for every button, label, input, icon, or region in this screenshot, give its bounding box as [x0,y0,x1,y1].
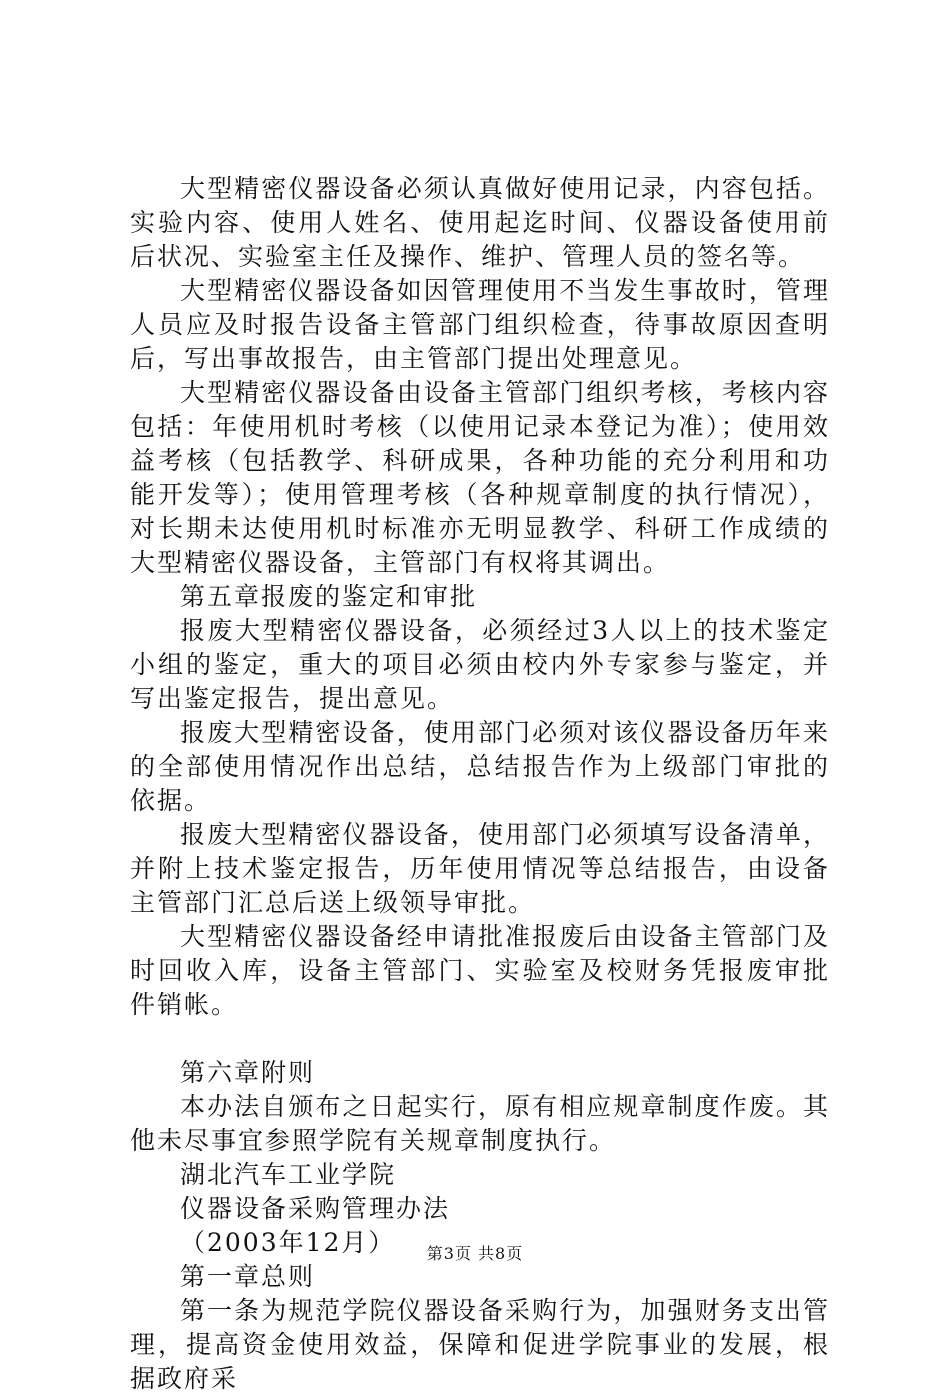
chapter-heading-six: 第六章附则 [180,1058,316,1087]
paragraph-effective-date: 本办法自颁布之日起实行，原有相应规章制度作废。其他未尽事宜参照学院有关规章制度执行。 [130,1092,830,1155]
chapter-heading-five: 第五章报废的鉴定和审批 [180,582,478,611]
document-body [130,172,830,1396]
paragraph-assessment: 大型精密仪器设备由设备主管部门组织考核，考核内容包括：年使用机时考核（以使用记录本登记为准）；使用效益考核（包括教学、科研成果，各种功能的充分利用和功能开发等）；使用管理考核（各种规章制度的执行情况），对长期未达使用机时标准亦无明显教学、科研工作成绩的大型精密仪器设备，主管部门有权将其调出。 [130,378,830,577]
document-title: 仪器设备采购管理办法 [180,1194,451,1223]
page-number-label: 第3页 共8页 [426,1244,524,1263]
paragraph-article-one: 第一条为规范学院仪器设备采购行为，加强财务支出管理，提高资金使用效益，保障和促进学院事业的发展，根据政府采 [130,1296,830,1393]
paragraph-usage-records: 大型精密仪器设备必须认真做好使用记录，内容包括。实验内容、使用人姓名、使用起迄时间、仪器设备使用前后状况、实验室主任及操作、维护、管理人员的签名等。 [130,174,830,271]
paragraph-accident-report: 大型精密仪器设备如因管理使用不当发生事故时，管理人员应及时报告设备主管部门组织检查，待事故原因查明后，写出事故报告，由主管部门提出处理意见。 [130,276,830,373]
paragraph-scrap-summary: 报废大型精密设备，使用部门必须对该仪器设备历年来的全部使用情况作出总结，总结报告作为上级部门审批的依据。 [130,718,830,815]
document-date: （2003年12月） [180,1228,396,1257]
paragraph-scrap-storage: 大型精密仪器设备经申请批准报废后由设备主管部门及时回收入库，设备主管部门、实验室及校财务凭报废审批件销帐。 [130,922,830,1019]
chapter-heading-one: 第一章总则 [180,1262,316,1291]
institution-name: 湖北汽车工业学院 [180,1160,397,1189]
paragraph-scrap-appraisal: 报废大型精密仪器设备，必须经过3人以上的技术鉴定小组的鉴定，重大的项目必须由校内外专家参与鉴定，并写出鉴定报告，提出意见。 [130,616,830,713]
paragraph-scrap-list: 报废大型精密仪器设备，使用部门必须填写设备清单，并附上技术鉴定报告，历年使用情况等总结报告，由设备主管部门汇总后送上级领导审批。 [130,820,830,917]
page-footer [0,1244,950,1264]
